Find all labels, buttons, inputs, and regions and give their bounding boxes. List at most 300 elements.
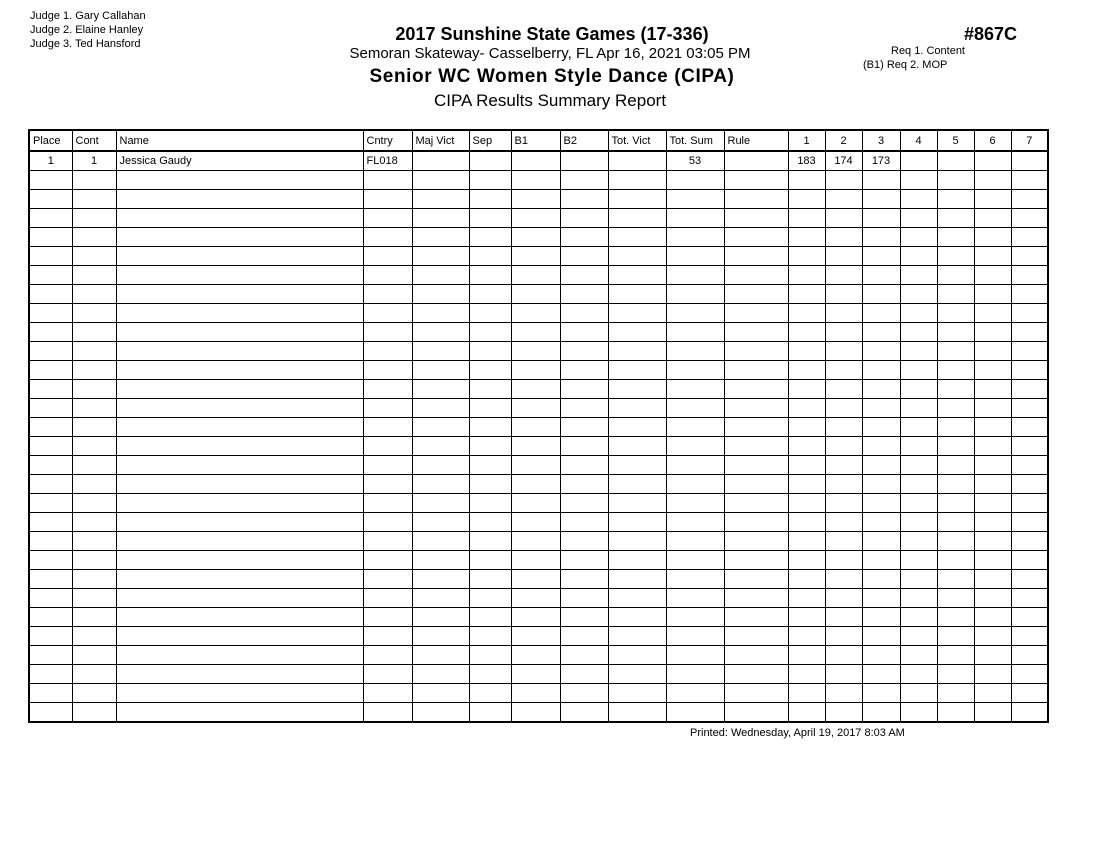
cell-empty (666, 418, 724, 437)
cell-empty (116, 304, 363, 323)
cell-empty (511, 418, 560, 437)
cell-empty (937, 646, 974, 665)
cell-empty (724, 285, 788, 304)
cell-empty (363, 209, 412, 228)
cell-empty (974, 570, 1011, 589)
cell-empty (560, 209, 608, 228)
cell-empty (469, 532, 511, 551)
cell-empty (608, 437, 666, 456)
cell-empty (937, 247, 974, 266)
cell-empty (825, 399, 862, 418)
cell-empty (72, 627, 116, 646)
table-row-empty (29, 342, 1048, 361)
cell-empty (511, 494, 560, 513)
cell-empty (825, 361, 862, 380)
cell-empty (29, 342, 72, 361)
cell-empty (666, 209, 724, 228)
cell-empty (412, 228, 469, 247)
cell-empty (116, 399, 363, 418)
cell-empty (1011, 418, 1048, 437)
cell-empty (363, 361, 412, 380)
cell-empty (608, 589, 666, 608)
cell-empty (862, 361, 900, 380)
table-header-row (29, 130, 1048, 151)
cell-empty (511, 513, 560, 532)
cell-empty (608, 323, 666, 342)
cell-empty (412, 437, 469, 456)
cell-empty (666, 475, 724, 494)
cell-empty (1011, 323, 1048, 342)
printed-timestamp: Printed: Wednesday, April 19, 2017 8:03 AM (690, 727, 905, 739)
cell-empty (937, 608, 974, 627)
cell-empty (511, 266, 560, 285)
col-judge-5: 5 (937, 130, 974, 151)
cell-empty (363, 285, 412, 304)
cell-empty (724, 456, 788, 475)
table-row-empty (29, 418, 1048, 437)
cell-empty (1011, 627, 1048, 646)
cell-empty (72, 190, 116, 209)
cell-empty (412, 513, 469, 532)
cell-empty (560, 456, 608, 475)
cell-empty (608, 285, 666, 304)
cell-empty (937, 494, 974, 513)
cell-empty (469, 589, 511, 608)
cell-empty (412, 551, 469, 570)
cell-empty (788, 247, 825, 266)
cell-empty (974, 551, 1011, 570)
cell-empty (724, 646, 788, 665)
cell-empty (974, 608, 1011, 627)
cell-empty (29, 475, 72, 494)
cell-empty (116, 494, 363, 513)
cell-empty (363, 266, 412, 285)
cell-empty (511, 361, 560, 380)
cell-empty (1011, 247, 1048, 266)
cell-empty (788, 304, 825, 323)
cell-empty (974, 209, 1011, 228)
cell-empty (29, 228, 72, 247)
cell-empty (666, 247, 724, 266)
cell-empty (412, 684, 469, 703)
cell-empty (937, 456, 974, 475)
cell-empty (1011, 380, 1048, 399)
cell-empty (788, 703, 825, 723)
cell-empty (29, 513, 72, 532)
col-b1: B1 (511, 130, 560, 151)
cell-empty (511, 323, 560, 342)
cell-empty (608, 399, 666, 418)
cell-empty (560, 266, 608, 285)
cell-empty (825, 247, 862, 266)
table-row-empty (29, 475, 1048, 494)
cell-empty (72, 171, 116, 190)
cell-empty (608, 456, 666, 475)
cell-empty (862, 342, 900, 361)
cell-empty (363, 380, 412, 399)
cell-empty (608, 513, 666, 532)
cell-empty (666, 513, 724, 532)
cell-empty (862, 171, 900, 190)
cell-empty (666, 190, 724, 209)
cell-empty (666, 665, 724, 684)
cell-empty (72, 494, 116, 513)
cell-empty (72, 456, 116, 475)
cell-empty (469, 475, 511, 494)
cell-empty (363, 570, 412, 589)
cell-empty (412, 570, 469, 589)
cell-judge-2: 174 (825, 151, 862, 171)
cell-empty (937, 475, 974, 494)
cell-empty (825, 418, 862, 437)
cell-empty (788, 513, 825, 532)
cell-empty (412, 418, 469, 437)
cell-empty (788, 361, 825, 380)
cell-empty (116, 665, 363, 684)
cell-empty (788, 589, 825, 608)
cell-empty (72, 266, 116, 285)
cell-empty (412, 589, 469, 608)
cell-empty (724, 171, 788, 190)
cell-empty (825, 627, 862, 646)
cell-empty (788, 285, 825, 304)
cell-empty (937, 418, 974, 437)
cell-empty (412, 608, 469, 627)
cell-empty (900, 228, 937, 247)
cell-empty (825, 475, 862, 494)
cell-empty (900, 418, 937, 437)
cell-empty (900, 684, 937, 703)
cell-empty (862, 513, 900, 532)
cell-empty (788, 570, 825, 589)
cell-empty (724, 342, 788, 361)
cell-judge-1: 183 (788, 151, 825, 171)
cell-empty (363, 304, 412, 323)
venue-line: Semoran Skateway- Casselberry, FL Apr 16, 2021 03:05 PM (349, 45, 751, 62)
cell-empty (1011, 570, 1048, 589)
cell-empty (29, 608, 72, 627)
cell-empty (937, 589, 974, 608)
cell-empty (724, 494, 788, 513)
cell-empty (900, 494, 937, 513)
cell-empty (900, 646, 937, 665)
cell-empty (116, 646, 363, 665)
cell-empty (608, 190, 666, 209)
cell-empty (72, 361, 116, 380)
cell-empty (29, 361, 72, 380)
cell-empty (900, 665, 937, 684)
cell-maj-vict (412, 151, 469, 171)
table-row-empty (29, 532, 1048, 551)
cell-empty (862, 684, 900, 703)
cell-empty (1011, 608, 1048, 627)
cell-empty (900, 285, 937, 304)
cell-empty (116, 418, 363, 437)
cell-empty (116, 285, 363, 304)
cell-empty (469, 266, 511, 285)
cell-empty (862, 304, 900, 323)
cell-empty (29, 494, 72, 513)
cell-empty (72, 513, 116, 532)
cell-empty (900, 608, 937, 627)
table-row (29, 151, 1048, 171)
cell-empty (116, 209, 363, 228)
cell-empty (363, 342, 412, 361)
cell-empty (469, 418, 511, 437)
cell-empty (862, 399, 900, 418)
cell-empty (72, 342, 116, 361)
cell-empty (511, 380, 560, 399)
cell-empty (469, 608, 511, 627)
report-title: CIPA Results Summary Report (433, 91, 667, 110)
cell-empty (511, 171, 560, 190)
col-judge-1: 1 (788, 130, 825, 151)
cell-empty (1011, 228, 1048, 247)
cell-empty (1011, 475, 1048, 494)
col-rule: Rule (724, 130, 788, 151)
cell-empty (666, 342, 724, 361)
cell-empty (72, 532, 116, 551)
cell-empty (974, 380, 1011, 399)
cell-empty (974, 646, 1011, 665)
table-row-empty (29, 494, 1048, 513)
cell-empty (974, 285, 1011, 304)
cell-empty (900, 627, 937, 646)
cell-empty (900, 532, 937, 551)
cell-empty (469, 171, 511, 190)
table-row-empty (29, 399, 1048, 418)
cell-empty (363, 418, 412, 437)
cell-empty (862, 570, 900, 589)
table-row-empty (29, 228, 1048, 247)
cell-empty (363, 589, 412, 608)
col-cont: Cont (72, 130, 116, 151)
cell-empty (666, 437, 724, 456)
cell-judge-5 (937, 151, 974, 171)
cell-empty (937, 323, 974, 342)
cell-empty (72, 570, 116, 589)
cell-empty (412, 342, 469, 361)
cell-empty (608, 532, 666, 551)
cell-empty (560, 190, 608, 209)
cell-empty (469, 190, 511, 209)
cell-empty (862, 266, 900, 285)
cell-empty (825, 209, 862, 228)
cell-empty (937, 665, 974, 684)
cell-empty (1011, 532, 1048, 551)
cell-empty (469, 703, 511, 723)
cell-empty (29, 380, 72, 399)
cell-empty (788, 228, 825, 247)
cell-empty (511, 228, 560, 247)
col-cntry: Cntry (363, 130, 412, 151)
cell-empty (469, 456, 511, 475)
cell-empty (29, 665, 72, 684)
cell-empty (825, 608, 862, 627)
cell-empty (862, 190, 900, 209)
cell-empty (862, 247, 900, 266)
cell-empty (974, 684, 1011, 703)
cell-empty (666, 285, 724, 304)
cell-empty (900, 380, 937, 399)
cell-empty (974, 589, 1011, 608)
cell-empty (412, 266, 469, 285)
cell-empty (862, 703, 900, 723)
cell-empty (29, 209, 72, 228)
cell-empty (511, 665, 560, 684)
cell-empty (608, 608, 666, 627)
judge-1: Judge 1. Gary Callahan (30, 10, 146, 22)
col-name: Name (116, 130, 363, 151)
cell-empty (974, 532, 1011, 551)
cell-empty (560, 665, 608, 684)
table-row-empty (29, 627, 1048, 646)
cell-tot-vict (608, 151, 666, 171)
cell-empty (788, 475, 825, 494)
cell-empty (666, 551, 724, 570)
requirement-2: (B1) Req 2. MOP (863, 59, 948, 71)
cell-empty (788, 684, 825, 703)
cell-empty (788, 418, 825, 437)
cell-empty (1011, 342, 1048, 361)
col-judge-6: 6 (974, 130, 1011, 151)
cell-empty (560, 323, 608, 342)
cell-empty (974, 475, 1011, 494)
cell-empty (560, 551, 608, 570)
cell-empty (560, 418, 608, 437)
cell-empty (825, 380, 862, 399)
cell-empty (560, 703, 608, 723)
cell-empty (724, 475, 788, 494)
cell-empty (788, 665, 825, 684)
cell-judge-3: 173 (862, 151, 900, 171)
cell-empty (29, 551, 72, 570)
cell-empty (937, 532, 974, 551)
cell-empty (363, 190, 412, 209)
cell-empty (412, 646, 469, 665)
cell-empty (825, 456, 862, 475)
requirements-list (863, 44, 965, 72)
cell-empty (29, 646, 72, 665)
cell-empty (666, 570, 724, 589)
cell-empty (72, 323, 116, 342)
cell-empty (1011, 665, 1048, 684)
cell-empty (666, 399, 724, 418)
cell-empty (511, 247, 560, 266)
cell-empty (825, 304, 862, 323)
cell-empty (511, 190, 560, 209)
cell-empty (608, 247, 666, 266)
cell-empty (511, 684, 560, 703)
cell-empty (724, 399, 788, 418)
cell-empty (72, 285, 116, 304)
cell-empty (469, 361, 511, 380)
cell-empty (666, 323, 724, 342)
cell-empty (608, 570, 666, 589)
table-row-empty (29, 323, 1048, 342)
cell-empty (29, 703, 72, 723)
cell-empty (560, 361, 608, 380)
cell-empty (469, 627, 511, 646)
cell-empty (608, 684, 666, 703)
cell-empty (560, 285, 608, 304)
cell-empty (511, 703, 560, 723)
cell-empty (1011, 589, 1048, 608)
cell-empty (511, 456, 560, 475)
col-judge-4: 4 (900, 130, 937, 151)
cell-empty (788, 437, 825, 456)
cell-empty (974, 190, 1011, 209)
cell-cont: 1 (72, 151, 116, 171)
cell-empty (412, 323, 469, 342)
cell-empty (724, 570, 788, 589)
cell-empty (560, 589, 608, 608)
cell-empty (469, 551, 511, 570)
cell-empty (116, 627, 363, 646)
cell-empty (788, 323, 825, 342)
table-row-empty (29, 380, 1048, 399)
cell-empty (363, 494, 412, 513)
cell-empty (29, 399, 72, 418)
cell-empty (1011, 266, 1048, 285)
cell-empty (363, 475, 412, 494)
cell-empty (363, 665, 412, 684)
cell-empty (900, 551, 937, 570)
cell-empty (974, 247, 1011, 266)
cell-empty (560, 608, 608, 627)
col-maj-vict: Maj Vict (412, 130, 469, 151)
cell-empty (116, 608, 363, 627)
cell-b1 (511, 151, 560, 171)
cell-empty (29, 532, 72, 551)
cell-empty (825, 513, 862, 532)
cell-empty (862, 323, 900, 342)
cell-empty (363, 513, 412, 532)
cell-empty (666, 589, 724, 608)
table-row-empty (29, 190, 1048, 209)
cell-empty (72, 304, 116, 323)
cell-empty (412, 171, 469, 190)
cell-empty (724, 665, 788, 684)
cell-empty (29, 285, 72, 304)
cell-empty (937, 228, 974, 247)
cell-empty (788, 380, 825, 399)
cell-empty (363, 323, 412, 342)
cell-sep (469, 151, 511, 171)
cell-empty (363, 456, 412, 475)
cell-empty (72, 608, 116, 627)
cell-empty (1011, 399, 1048, 418)
cell-empty (29, 589, 72, 608)
cell-empty (724, 589, 788, 608)
cell-empty (666, 380, 724, 399)
table-row-empty (29, 665, 1048, 684)
cell-empty (608, 665, 666, 684)
cell-empty (937, 171, 974, 190)
cell-empty (724, 190, 788, 209)
cell-empty (937, 285, 974, 304)
cell-empty (469, 228, 511, 247)
cell-empty (724, 437, 788, 456)
cell-empty (469, 247, 511, 266)
cell-empty (469, 646, 511, 665)
cell-empty (724, 361, 788, 380)
cell-empty (29, 456, 72, 475)
cell-empty (900, 456, 937, 475)
cell-empty (116, 456, 363, 475)
cell-empty (469, 342, 511, 361)
cell-empty (724, 608, 788, 627)
